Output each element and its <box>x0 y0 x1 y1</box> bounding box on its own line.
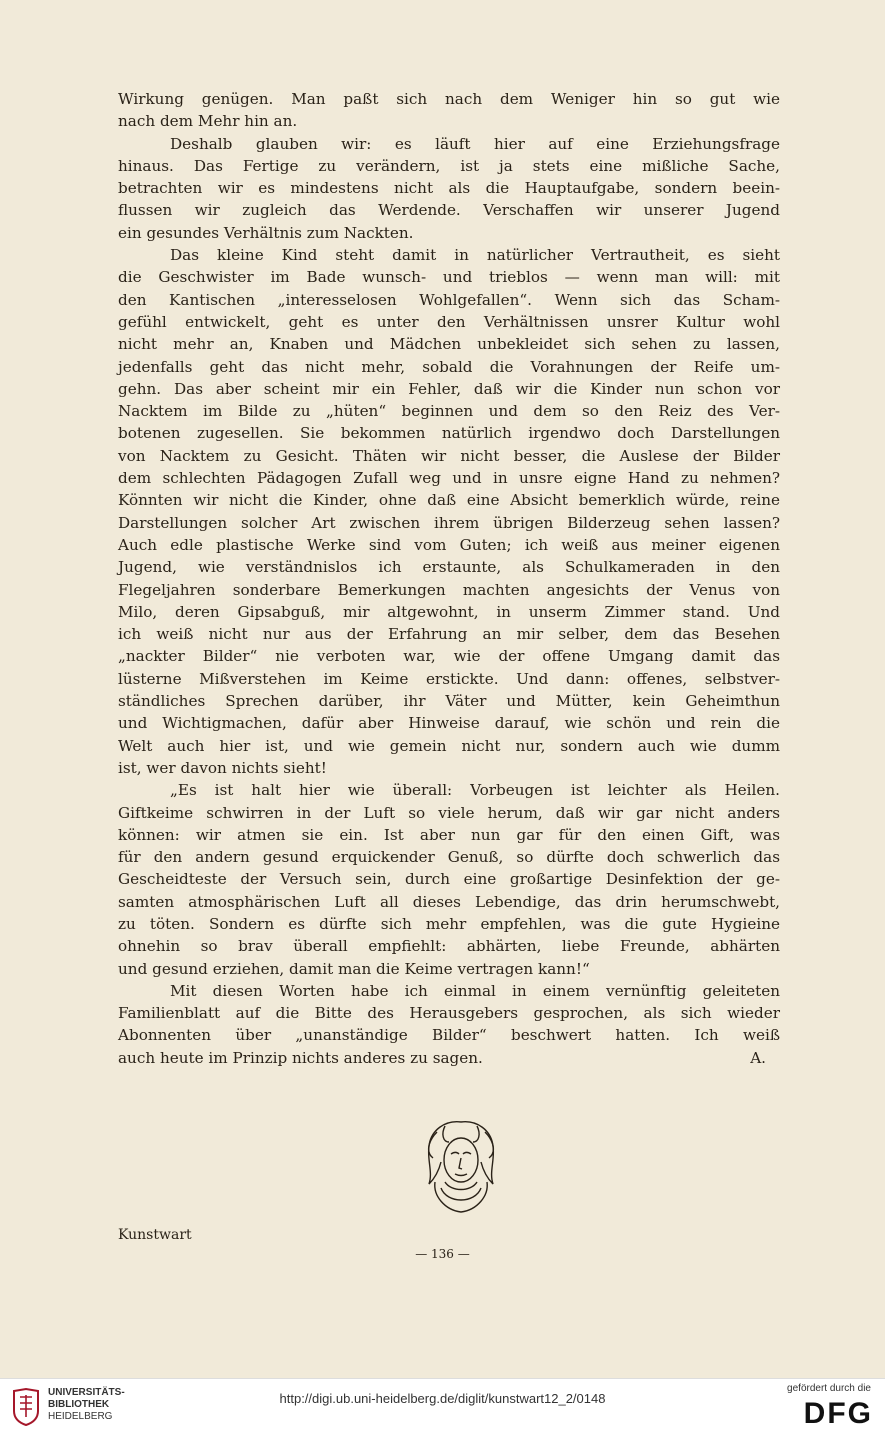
source-url-link[interactable]: http://digi.ub.uni-heidelberg.de/diglit/kunstwart12_2/0148 <box>279 1391 606 1406</box>
text-line: samten atmosphärischen Luft all dieses Lebendige, das drin herumschwebt, <box>118 892 780 911</box>
text-line: betrachten wir es mindestens nicht als die Hauptaufgabe, sondern beein- <box>118 179 780 198</box>
text-line: Das kleine Kind steht damit in natürlicher Vertrautheit, es sieht <box>170 246 780 265</box>
text-line: ständliches Sprechen darüber, ihr Väter und Mütter, kein Geheimthun <box>118 692 780 711</box>
text-line: flussen wir zugleich das Werdende. Verschaffen wir unserer Jugend <box>118 201 780 220</box>
text-line: botenen zugesellen. Sie bekommen natürlich irgendwo doch Darstellungen <box>118 424 780 443</box>
text-line: Könnten wir nicht die Kinder, ohne daß eine Absicht bemerklich würde, reine <box>118 491 780 510</box>
text-line: lüsterne Mißverstehen im Keime erstickte. Und dann: offenes, selbstver- <box>118 669 780 688</box>
viewer-footer-bar <box>0 1378 885 1438</box>
ornamental-vignette-icon <box>415 1112 507 1220</box>
text-line: Jugend, wie verständnislos ich erstaunte, als Schulkameraden in den <box>118 558 780 577</box>
text-line: Darstellungen solcher Art zwischen ihrem übrigen Bilderzeug sehen lassen? <box>118 513 780 532</box>
text-line: und gesund erziehen, damit man die Keime vertragen kann!“ <box>118 959 590 978</box>
text-line: Mit diesen Worten habe ich einmal in einem vernünftig geleiteten <box>170 981 780 1000</box>
institution-line: UNIVERSITÄTS- <box>48 1387 125 1398</box>
text-line: ohnehin so brav überall empfiehlt: abhärten, liebe Freunde, abhärten <box>118 937 780 956</box>
text-line: die Geschwister im Bade wunsch- und trieblos — wenn man will: mit <box>118 268 780 287</box>
text-line: Deshalb glauben wir: es läuft hier auf eine Erziehungsfrage <box>170 134 780 153</box>
institution-line: BIBLIOTHEK <box>48 1399 110 1410</box>
dfg-logo: DFG <box>803 1397 873 1430</box>
text-line: Familienblatt auf die Bitte des Herausgebers gesprochen, als sich wieder <box>118 1004 780 1023</box>
text-line: ein gesundes Verhältnis zum Nackten. <box>118 223 414 242</box>
text-line: hinaus. Das Fertige zu verändern, ist ja stets eine mißliche Sache, <box>118 156 780 175</box>
text-line: „nackter Bilder“ nie verboten war, wie der offene Umgang damit das <box>118 647 780 666</box>
text-line: gehn. Das aber scheint mir ein Fehler, daß wir die Kinder nun schon vor <box>118 379 780 398</box>
text-line: „Es ist halt hier wie überall: Vorbeugen ist leichter als Heilen. <box>170 781 780 800</box>
text-line: Flegeljahren sonderbare Bemerkungen machten angesichts der Venus von <box>118 580 780 599</box>
text-line: und Wichtigmachen, dafür aber Hinweise darauf, wie schön und rein die <box>118 714 780 733</box>
text-line: dem schlechten Pädagogen Zufall weg und in unsre eigne Hand zu nehmen? <box>118 469 780 488</box>
text-line: können: wir atmen sie ein. Ist aber nun gar für den einen Gift, was <box>118 825 780 844</box>
author-signature: A. <box>750 1048 766 1067</box>
text-line: auch heute im Prinzip nichts anderes zu sagen. <box>118 1048 483 1067</box>
text-line: nach dem Mehr hin an. <box>118 112 298 131</box>
text-line: Auch edle plastische Werke sind vom Guten; ich weiß aus meiner eigenen <box>118 535 780 554</box>
text-line-with-signature <box>118 1047 780 1069</box>
article-text <box>118 88 780 1069</box>
text-line: zu töten. Sondern es dürfte sich mehr empfehlen, was die gute Hygieine <box>118 914 780 933</box>
text-line: Abonnenten über „unanständige Bilder“ beschwert hatten. Ich weiß <box>118 1026 780 1045</box>
institution-line: HEIDELBERG <box>48 1411 113 1422</box>
text-line: den Kantischen „interesselosen Wohlgefallen“. Wenn sich das Scham- <box>118 290 780 309</box>
text-line: für den andern gesund erquickender Genuß, so dürfte doch schwerlich das <box>118 848 780 867</box>
text-line: Giftkeime schwirren in der Luft so viele herum, daß wir gar nicht anders <box>118 803 780 822</box>
funding-note: gefördert durch die <box>787 1383 871 1394</box>
page-number: — 136 — <box>415 1247 470 1261</box>
text-line: ich weiß nicht nur aus der Erfahrung an mir selber, dem das Besehen <box>118 625 780 644</box>
text-line: gefühl entwickelt, geht es unter den Verhältnissen unsrer Kultur wohl <box>118 312 780 331</box>
text-line: von Nacktem zu Gesicht. Thäten wir nicht besser, die Auslese der Bilder <box>118 446 780 465</box>
text-line: ist, wer davon nichts sieht! <box>118 758 327 777</box>
journal-name: Kunstwart <box>118 1227 192 1243</box>
text-line: nicht mehr an, Knaben und Mädchen unbekleidet sich sehen zu lassen, <box>118 335 780 354</box>
text-line: Wirkung genügen. Man paßt sich nach dem Weniger hin so gut wie <box>118 90 780 108</box>
text-line: Welt auch hier ist, und wie gemein nicht nur, sondern auch wie dumm <box>118 736 780 755</box>
text-line: Gescheidteste der Versuch sein, durch eine großartige Desinfektion der ge- <box>118 870 780 889</box>
text-line: Milo, deren Gipsabguß, mir altgewohnt, in unserm Zimmer stand. Und <box>118 602 780 621</box>
text-line: Nacktem im Bilde zu „hüten“ beginnen und dem so den Reiz des Ver- <box>118 402 780 421</box>
text-line: jedenfalls geht das nicht mehr, sobald die Vorahnungen der Reife um- <box>118 357 780 376</box>
